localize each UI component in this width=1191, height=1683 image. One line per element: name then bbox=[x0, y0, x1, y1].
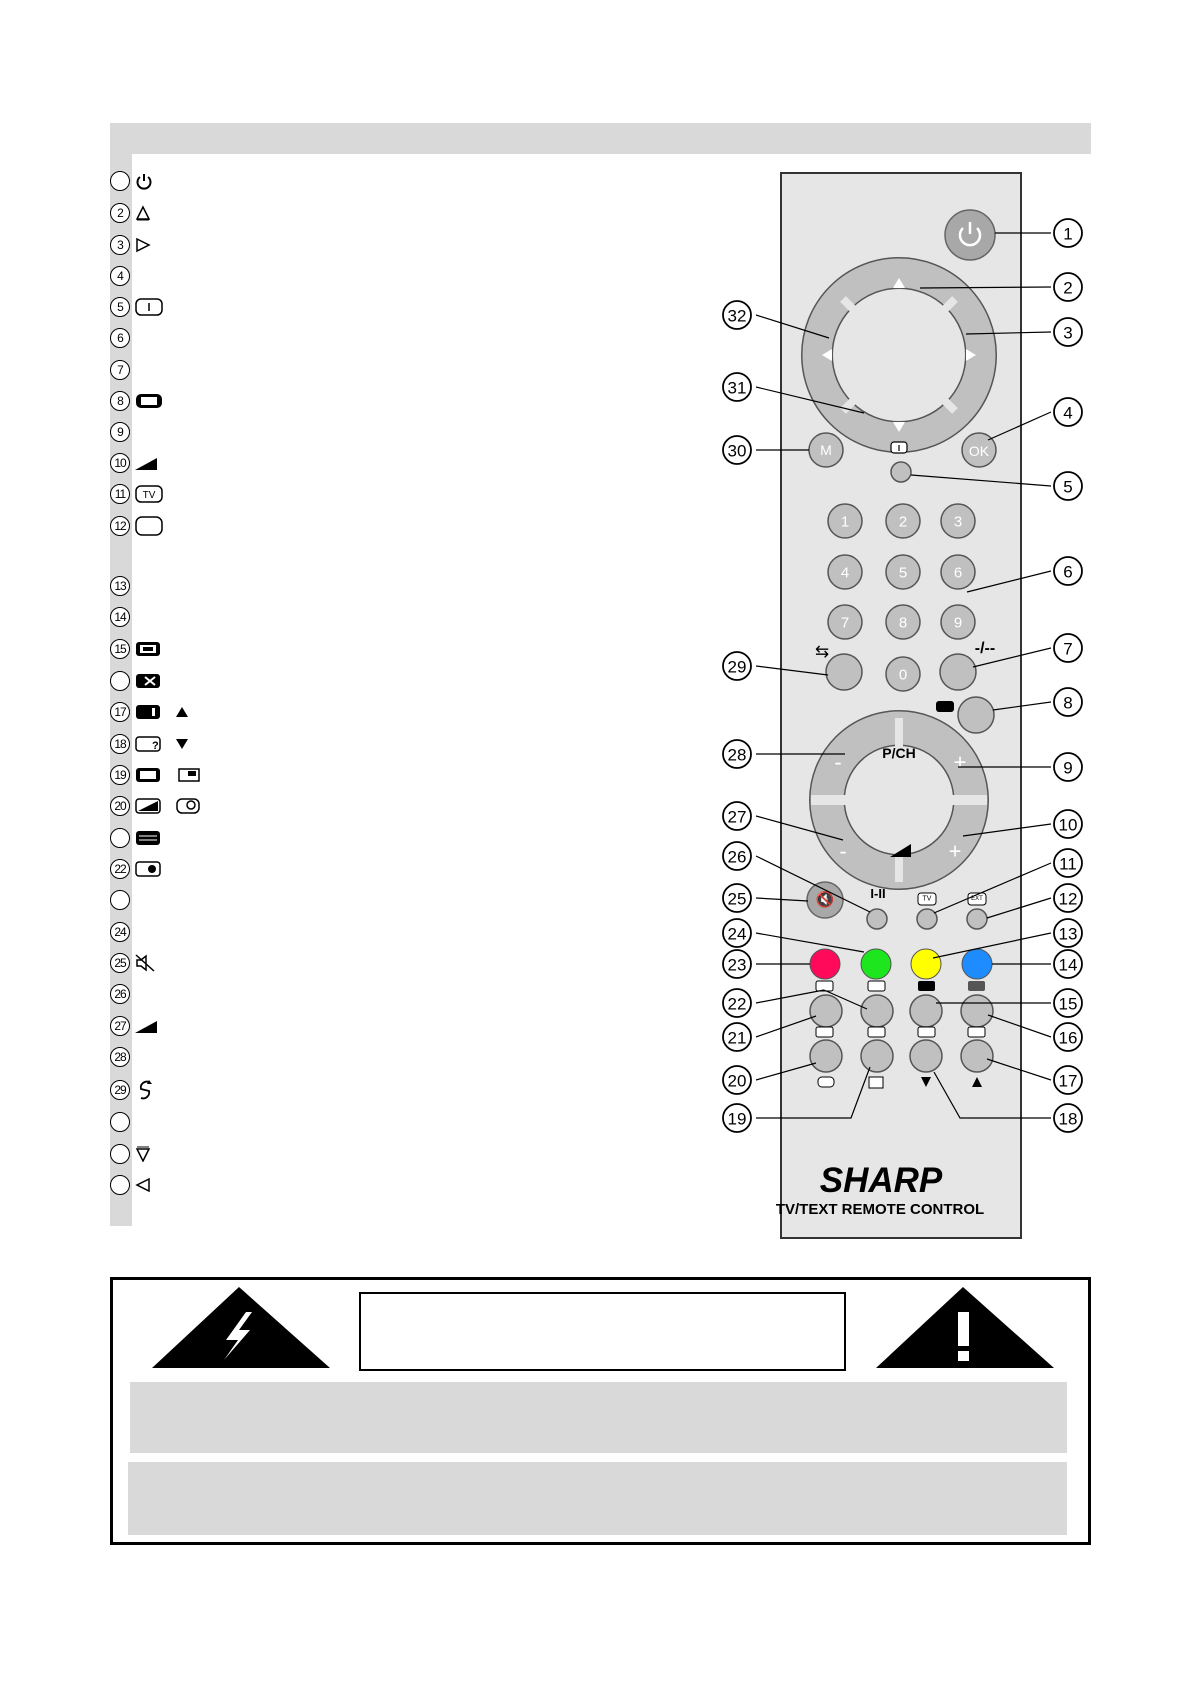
svg-text:8: 8 bbox=[898, 614, 908, 632]
lightning-warning-icon bbox=[152, 1287, 330, 1368]
legend-number: 11 bbox=[110, 484, 130, 504]
svg-text:-/--: -/-- bbox=[974, 640, 996, 657]
swap-icon: ⇆ bbox=[814, 642, 830, 662]
svg-text:8: 8 bbox=[1063, 693, 1073, 713]
legend-number: 27 bbox=[110, 1016, 130, 1036]
svg-text:4: 4 bbox=[1063, 403, 1073, 423]
legend-number: 5 bbox=[110, 297, 130, 317]
svg-text:2: 2 bbox=[1063, 278, 1073, 298]
svg-text:1: 1 bbox=[840, 513, 850, 531]
svg-text:31: 31 bbox=[727, 378, 747, 398]
svg-text:20: 20 bbox=[727, 1071, 747, 1091]
svg-text:5: 5 bbox=[1063, 477, 1073, 497]
svg-text:7: 7 bbox=[1063, 639, 1073, 659]
legend-number: 20 bbox=[110, 796, 130, 816]
svg-text:22: 22 bbox=[727, 994, 747, 1014]
brand-logo: SHARP bbox=[819, 1161, 943, 1200]
svg-text:19: 19 bbox=[727, 1109, 747, 1129]
svg-text:0: 0 bbox=[898, 666, 908, 684]
legend-number: 8 bbox=[110, 391, 130, 411]
svg-text:TV: TV bbox=[922, 895, 932, 903]
legend-number: 4 bbox=[110, 266, 130, 286]
svg-text:4: 4 bbox=[840, 564, 850, 582]
program-down-button[interactable]: - bbox=[834, 749, 842, 775]
legend-number: 29 bbox=[110, 1080, 130, 1100]
svg-text:9: 9 bbox=[1063, 758, 1073, 778]
legend-number: 18 bbox=[110, 734, 130, 754]
svg-text:14: 14 bbox=[1058, 955, 1078, 975]
svg-text:16: 16 bbox=[1058, 1028, 1078, 1048]
legend-number: 14 bbox=[110, 607, 130, 627]
svg-text:25: 25 bbox=[727, 889, 747, 909]
legend-number: 17 bbox=[110, 702, 130, 722]
mute-icon: 🔇 bbox=[815, 891, 835, 909]
legend-number: 13 bbox=[110, 576, 130, 596]
svg-text:26: 26 bbox=[727, 847, 747, 867]
svg-text:OK: OK bbox=[968, 443, 990, 459]
svg-text:1: 1 bbox=[1063, 224, 1073, 244]
svg-text:9: 9 bbox=[953, 614, 963, 632]
svg-text:12: 12 bbox=[1058, 889, 1078, 909]
svg-text:3: 3 bbox=[953, 513, 963, 531]
svg-text:24: 24 bbox=[727, 924, 747, 944]
svg-text:5: 5 bbox=[898, 564, 908, 582]
svg-text:?: ? bbox=[152, 740, 159, 752]
legend-number: 3 bbox=[110, 235, 130, 255]
volume-down-button[interactable]: - bbox=[839, 838, 847, 864]
svg-text:30: 30 bbox=[727, 441, 747, 461]
legend-number: 24 bbox=[110, 922, 130, 942]
svg-text:7: 7 bbox=[840, 614, 850, 632]
svg-text:2: 2 bbox=[898, 513, 908, 531]
volume-up-button[interactable]: + bbox=[948, 838, 962, 864]
warning-text-band-2 bbox=[128, 1462, 1067, 1535]
svg-text:6: 6 bbox=[1063, 562, 1073, 582]
svg-text:M: M bbox=[820, 442, 832, 458]
legend-number: 22 bbox=[110, 859, 130, 879]
legend-number: 15 bbox=[110, 639, 130, 659]
exclamation-warning-icon bbox=[876, 1287, 1054, 1368]
svg-text:6: 6 bbox=[953, 564, 963, 582]
svg-text:32: 32 bbox=[727, 306, 747, 326]
svg-text:11: 11 bbox=[1059, 854, 1077, 874]
svg-text:10: 10 bbox=[1058, 815, 1078, 835]
svg-text:17: 17 bbox=[1058, 1071, 1078, 1091]
legend-number: 10 bbox=[110, 453, 130, 473]
legend-number: 9 bbox=[110, 422, 130, 442]
program-up-button[interactable]: + bbox=[953, 749, 967, 775]
legend-number: 2 bbox=[110, 203, 130, 223]
svg-text:23: 23 bbox=[727, 955, 747, 975]
legend-number: 7 bbox=[110, 360, 130, 380]
svg-text:18: 18 bbox=[1058, 1109, 1078, 1129]
legend-number: 26 bbox=[110, 984, 130, 1004]
svg-text:3: 3 bbox=[1063, 323, 1073, 343]
svg-text:29: 29 bbox=[727, 657, 747, 677]
warning-text-band-1 bbox=[130, 1382, 1067, 1453]
svg-text:TV: TV bbox=[142, 490, 156, 501]
legend-number: 6 bbox=[110, 328, 130, 348]
svg-text:15: 15 bbox=[1058, 994, 1078, 1014]
svg-text:28: 28 bbox=[727, 745, 747, 765]
svg-text:21: 21 bbox=[727, 1028, 747, 1048]
svg-text:13: 13 bbox=[1058, 924, 1078, 944]
legend-number: 19 bbox=[110, 765, 130, 785]
legend-number: 12 bbox=[110, 516, 130, 536]
pch-label: P/CH bbox=[882, 745, 916, 761]
svg-text:EXT: EXT bbox=[971, 896, 983, 902]
svg-text:I-II: I-II bbox=[870, 886, 886, 901]
svg-text:27: 27 bbox=[727, 807, 747, 827]
model-text: TV/TEXT REMOTE CONTROL bbox=[775, 1201, 985, 1218]
warning-title-box bbox=[359, 1292, 846, 1371]
legend-number: 28 bbox=[110, 1047, 130, 1067]
legend-number: 25 bbox=[110, 953, 130, 973]
